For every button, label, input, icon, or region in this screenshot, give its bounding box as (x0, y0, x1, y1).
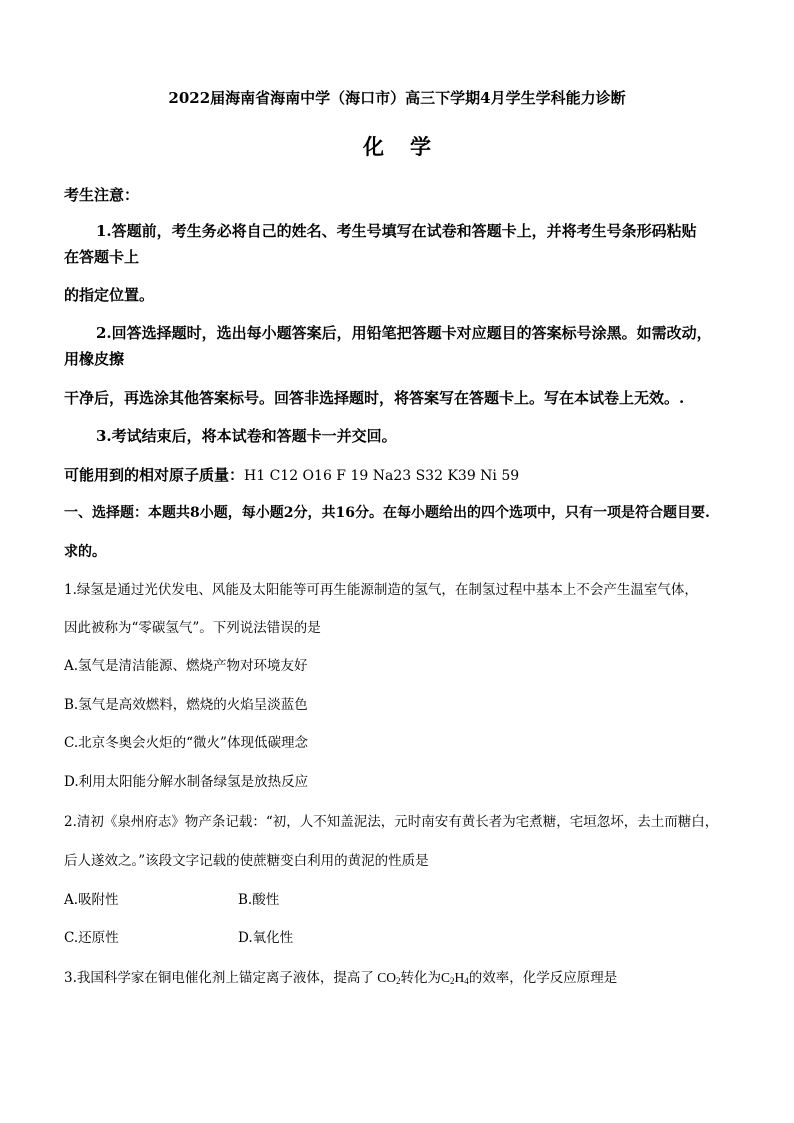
question-2-option-b: B.酸性 (238, 892, 280, 908)
atomic-mass-line (64, 467, 519, 483)
question-3-text-post: 的效率，化学反应原理是 (468, 970, 618, 986)
notice-heading: 考生注意： (64, 186, 140, 204)
question-2-line-2: 后人遂效之。”该段文字记载的使蔗糖变白利用的黄泥的性质是 (64, 853, 429, 869)
notice-item-2-line-2: 用橡皮擦 (64, 350, 125, 368)
question-1-line-1: 1.绿氢是通过光伏发电、风能及太阳能等可再生能源制造的氢气，在制氢过程中基本上不会产生温室气体， (64, 582, 698, 598)
question-1-option-a: A.氢气是清洁能源、燃烧产物对环境友好 (64, 658, 308, 674)
section-1-heading-line-1: 一、选择题：本题共8小题，每小题2分，共16分。在每小题给出的四个选项中，只有一项是符合题目要. (64, 505, 710, 521)
co2-symbol: CO (377, 970, 397, 985)
question-1-option-b: B.氢气是高效燃料，燃烧的火焰呈淡蓝色 (64, 697, 308, 713)
question-2-option-d: D.氧化性 (238, 930, 294, 946)
question-2-line-1: 2.清初《泉州府志》物产条记载：“初，人不知盖泥法，元时南安有黄长者为宅煮糖，宅垣忽坏，去土而糖白， (64, 814, 719, 830)
atomic-mass-values: H1 C12 O16 F 19 Na23 S32 K39 Ni 59 (244, 468, 520, 484)
notice-item-2-line-1: 2.回答选择题时，选出每小题答案后，用铅笔把答题卡对应题目的答案标号涂黑。如需改动， (96, 324, 712, 342)
c2h4-formula (441, 970, 469, 985)
notice-item-1-line-1: 1.答题前，考生务必将自己的姓名、考生号填写在试卷和答题卡上，并将考生号条形码粘贴 (96, 222, 697, 240)
notice-item-1-line-2: 在答题卡上 (64, 248, 140, 266)
section-1-heading-line-2: 求的。 (64, 544, 106, 560)
question-2-options-row-1 (64, 894, 764, 908)
question-3-text-pre: 3.我国科学家在铜电催化剂上锚定离子液体，提高了 (64, 970, 374, 986)
question-1-option-c: C.北京冬奥会火炬的“微火”体现低碳理念 (64, 735, 308, 751)
question-2-option-a: A.吸附性 (64, 892, 119, 908)
question-3-line-1 (64, 971, 617, 986)
question-3-text-mid: 转化为 (400, 970, 442, 986)
notice-item-1-line-3: 的指定位置。 (64, 286, 155, 304)
c2h4-subscript-2: 4 (464, 976, 469, 986)
question-2-option-c: C.还原性 (64, 930, 119, 946)
question-1-option-d: D.利用太阳能分解水制备绿氢是放热反应 (64, 774, 309, 790)
question-1-line-2: 因此被称为“零碳氢气”。下列说法错误的是 (64, 620, 321, 636)
notice-item-3: 3.考试结束后，将本试卷和答题卡一并交回。 (96, 427, 397, 445)
co2-subscript: 2 (396, 976, 401, 986)
exam-title: 2022届海南省海南中学（海口市）高三下学期4月学生学科能力诊断 (168, 89, 626, 107)
c2h4-c: C (441, 970, 451, 985)
atomic-mass-label: 可能用到的相对原子质量： (64, 466, 245, 484)
c2h4-h: H (454, 970, 465, 985)
c2h4-subscript-1: 2 (450, 976, 455, 986)
question-2-options-row-2 (64, 932, 764, 946)
notice-item-2-line-3: 干净后，再选涂其他答案标号。回答非选择题时，将答案写在答题卡上。写在本试卷上无效。. (64, 389, 685, 407)
co2-formula (374, 970, 401, 985)
subject-title: 化学 (363, 134, 457, 159)
